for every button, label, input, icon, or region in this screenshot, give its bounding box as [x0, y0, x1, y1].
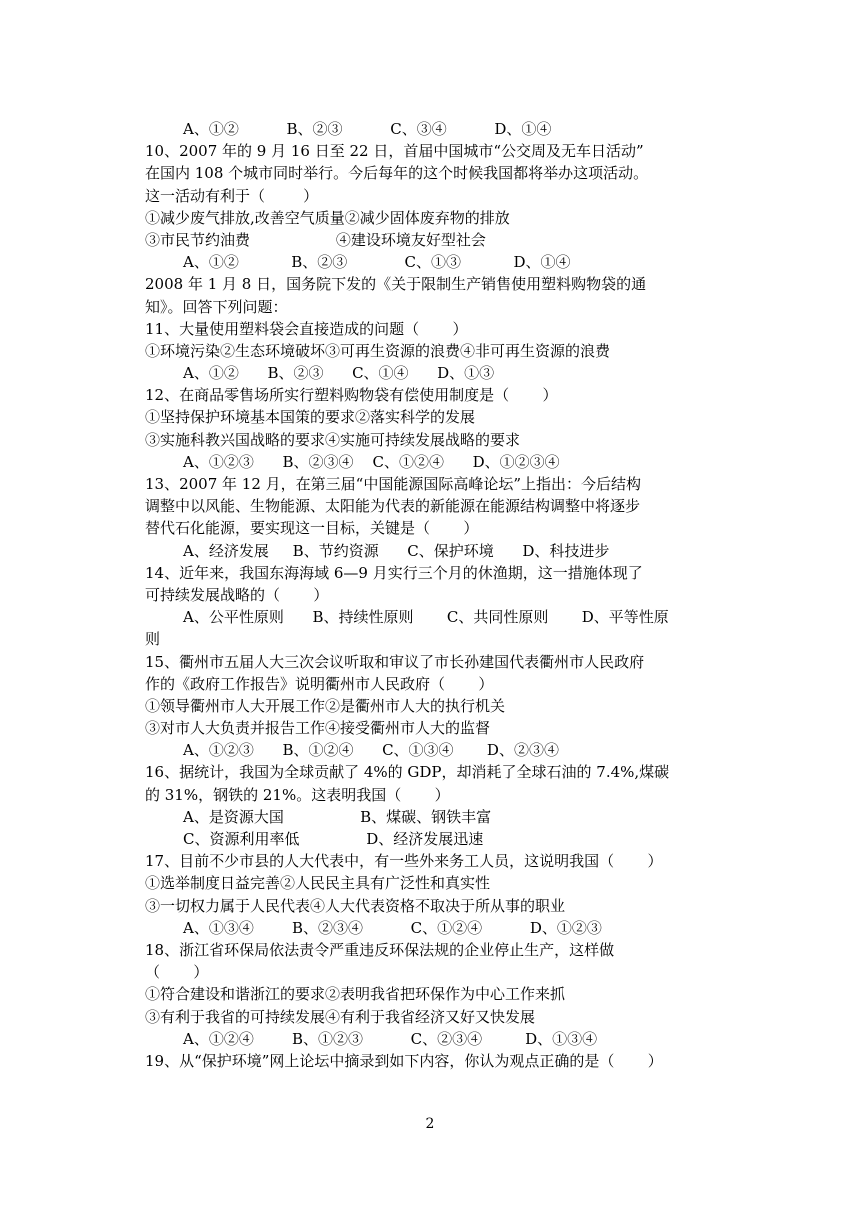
text-line: A、①② B、②③ C、①③ D、①④ — [183, 253, 571, 272]
text-line: 这一活动有利于（ ） — [145, 186, 319, 205]
text-line: ③实施科教兴国战略的要求④实施可持续发展战略的要求 — [145, 430, 521, 449]
text-line: A、①②④ B、①②③ C、②③④ D、①③④ — [183, 1029, 598, 1048]
text-line: ①领导衢州市人大开展工作②是衢州市人大的执行机关 — [145, 696, 506, 715]
text-line: A、经济发展 B、节约资源 C、保护环境 D、科技进步 — [183, 541, 610, 560]
text-line: ①环境污染②生态环境破坏③可再生资源的浪费④非可再生资源的浪费 — [145, 341, 611, 360]
text-line: 可持续发展战略的（ ） — [145, 585, 329, 604]
text-line: 16、据统计，我国为全球贡献了 4%的 GDP，却消耗了全球石油的 7.4%,煤碳 — [145, 763, 670, 782]
text-line: 10、2007 年的 9 月 16 日至 22 日，首届中国城市“公交周及无车日活动” — [145, 142, 644, 161]
text-line: 13、2007 年 12 月，在第三届“中国能源国际高峰论坛”上指出：今后结构 — [145, 475, 641, 493]
text-line: 的 31%，钢铁的 21%。这表明我国（ ） — [145, 785, 450, 804]
text-line: 15、衢州市五届人大三次会议听取和审议了市长孙建国代表衢州市人民政府 — [145, 652, 645, 671]
text-line: ③一切权力属于人民代表④人大代表资格不取决于所从事的职业 — [145, 896, 566, 915]
text-line: 2008 年 1 月 8 日，国务院下发的《关于限制生产销售使用塑料购物袋的通 — [145, 275, 647, 294]
text-line: 替代石化能源，要实现这一目标，关键是（ ） — [145, 519, 479, 538]
text-line: A、①③④ B、②③④ C、①②④ D、①②③ — [183, 918, 602, 937]
text-line: A、①②③ B、②③④ C、①②④ D、①②③④ — [183, 452, 560, 471]
text-line: ③对市人大负责并报告工作④接受衢州市人大的监督 — [145, 719, 491, 738]
text-line: 知》。回答下列问题： — [145, 297, 288, 316]
text-line: 12、在商品零售场所实行塑料购物袋有偿使用制度是（ ） — [145, 386, 558, 405]
text-line: 作的《政府工作报告》说明衢州市人民政府（ ） — [145, 674, 494, 693]
text-line: A、①② B、②③ C、③④ D、①④ — [183, 120, 552, 138]
text-line: 14、近年来，我国东海海域 6—9 月实行三个月的休渔期，这一措施体现了 — [145, 563, 643, 582]
text-line: 调整中以风能、生物能源、太阳能为代表的新能源在能源结构调整中将逐步 — [145, 497, 641, 516]
text-line: 17、目前不少市县的人大代表中，有一些外来务工人员，这说明我国（ ） — [145, 852, 663, 871]
text-line: ①减少废气排放,改善空气质量②减少固体废弃物的排放 — [145, 208, 510, 227]
text-line: ①坚持保护环境基本国策的要求②落实科学的发展 — [145, 408, 476, 427]
page-content — [145, 118, 715, 1072]
text-line: 11、大量使用塑料袋会直接造成的问题（ ） — [145, 319, 468, 338]
text-line: A、公平性原则 B、持续性原则 C、共同性原则 D、平等性原 — [183, 608, 669, 627]
text-line: ①选举制度日益完善②人民民主具有广泛性和真实性 — [145, 874, 491, 893]
text-line: ③市民节约油费 ④建设环境友好型社会 — [145, 230, 486, 249]
text-line: A、①② B、②③ C、①④ D、①③ — [183, 364, 495, 383]
text-line: ③有利于我省的可持续发展④有利于我省经济又好又快发展 — [145, 1007, 536, 1026]
text-line: C、资源利用率低 D、经济发展迅速 — [183, 830, 484, 848]
text-line: 19、从“保护环境”网上论坛中摘录到如下内容，你认为观点正确的是（ ） — [145, 1051, 663, 1070]
text-line: A、①②③ B、①②④ C、①③④ D、②③④ — [183, 741, 559, 760]
text-line: （ ） — [145, 963, 209, 982]
text-line: 18、浙江省环保局依法责令严重违反环保法规的企业停止生产，这样做 — [145, 940, 615, 959]
text-line: 则 — [145, 630, 161, 649]
text-line: 在国内 108 个城市同时举行。今后每年的这个时候我国都将举办这项活动。 — [145, 164, 649, 183]
text-line: A、是资源大国 B、煤碳、钢铁丰富 — [183, 807, 492, 826]
page-number: 2 — [425, 1116, 435, 1132]
text-line: ①符合建设和谐浙江的要求②表明我省把环保作为中心工作来抓 — [145, 985, 566, 1004]
